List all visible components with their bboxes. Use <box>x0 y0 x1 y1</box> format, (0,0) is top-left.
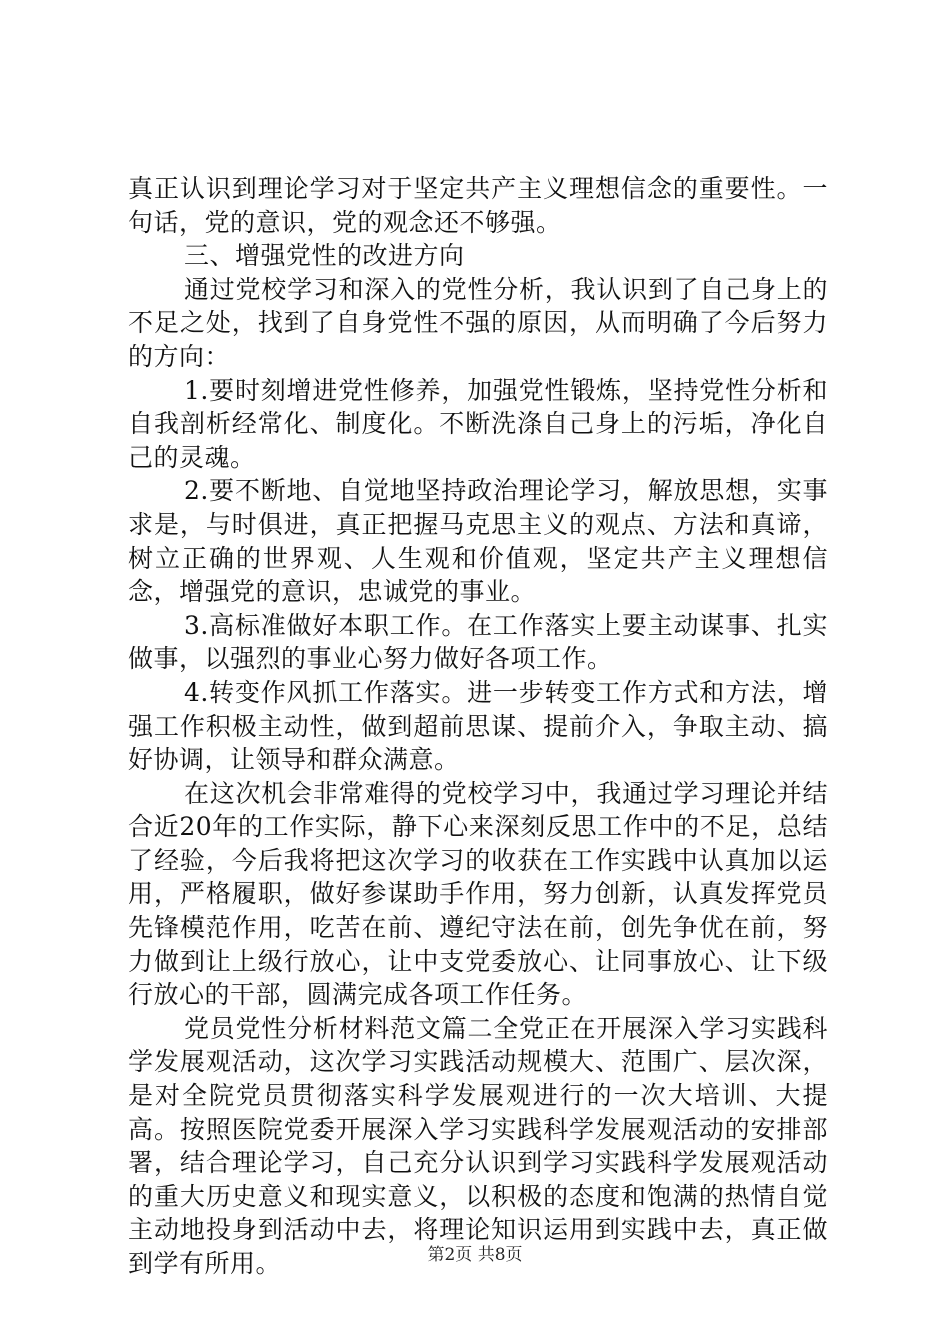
list-item-1: 1.要时刻增进党性修养，加强党性锻炼，坚持党性分析和自我剖析经常化、制度化。不断洗涤自己身上的污垢，净化自己的灵魂。 <box>128 375 828 472</box>
paragraph: 党员党性分析材料范文篇二全党正在开展深入学习实践科学发展观活动，这次学习实践活动规模大、范围广、层次深，是对全院党员贯彻落实科学发展观进行的一次大培训、大提高。按照医院党委开展深入学习实践科学发展观活动的安排部署，结合理论学习，自己充分认识到学习实践科学发展观活动的重大历史意义和现实意义，以积极的态度和饱满的热情自觉主动地投身到活动中去，将理论知识运用到实践中去，真正做到学有所用。 <box>128 1013 828 1278</box>
page-number-footer: 第2页 共8页 <box>427 1245 523 1265</box>
paragraph: 在这次机会非常难得的党校学习中，我通过学习理论并结合近20年的工作实际，静下心来深刻反思工作中的不足，总结了经验，今后我将把这次学习的收获在工作实践中认真加以运用，严格履职，做好参谋助手作用，努力创新，认真发挥党员先锋模范作用，吃苦在前、遵纪守法在前，创先争优在前，努力做到让上级行放心，让中支党委放心、让同事放心、让下级行放心的干部，圆满完成各项工作任务。 <box>128 778 828 1010</box>
paragraph: 通过党校学习和深入的党性分析，我认识到了自己身上的不足之处，找到了自身党性不强的原因，从而明确了今后努力的方向： <box>128 274 828 371</box>
section-heading: 三、增强党性的改进方向 <box>184 241 465 271</box>
list-item-2: 2.要不断地、自觉地坚持政治理论学习，解放思想，实事求是，与时俱进，真正把握马克思主义的观点、方法和真谛，树立正确的世界观、人生观和价值观，坚定共产主义理想信念，增强党的意识，忠诚党的事业。 <box>128 476 828 607</box>
list-item-4: 4.转变作风抓工作落实。进一步转变工作方式和方法，增强工作积极主动性，做到超前思谋、提前介入，争取主动、搞好协调，让领导和群众满意。 <box>128 677 828 775</box>
document-body <box>128 172 828 1281</box>
list-item-3: 3.高标准做好本职工作。在工作落实上要主动谋事、扎实做事，以强烈的事业心努力做好各项工作。 <box>128 610 828 674</box>
paragraph-continuation: 真正认识到理论学习对于坚定共产主义理想信念的重要性。一句话，党的意识，党的观念还不够强。 <box>128 174 828 237</box>
